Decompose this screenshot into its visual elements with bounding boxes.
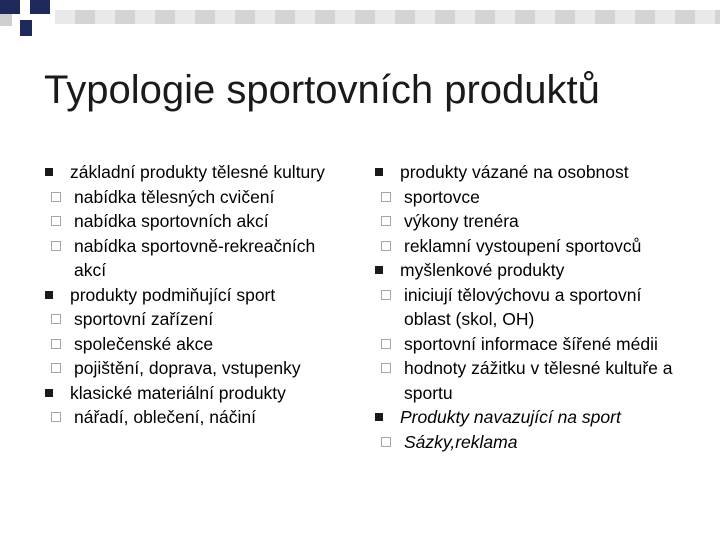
sub-bullet-text: reklamní vystoupení sportovců	[404, 235, 642, 256]
hollow-square-icon	[381, 437, 391, 447]
filled-square-icon	[375, 266, 383, 274]
sub-bullet-item	[372, 430, 692, 455]
sub-bullet-item	[42, 234, 352, 283]
hollow-square-icon	[381, 290, 391, 300]
hollow-square-icon	[381, 241, 391, 251]
sub-bullet-text: sportovní informace šířené médii	[404, 333, 658, 354]
header-decoration	[0, 0, 720, 40]
filled-square-icon	[45, 291, 53, 299]
hollow-square-icon	[51, 314, 61, 324]
filled-square-icon	[375, 168, 383, 176]
sub-bullet-text: nabídka sportovních akcí	[74, 211, 269, 231]
sub-bullet-text: výkony trenéra	[404, 211, 519, 231]
sub-bullet-item	[42, 209, 352, 234]
sub-bullet-text: nabídka tělesných cvičení	[74, 186, 275, 207]
sub-bullet-item	[42, 405, 352, 430]
sub-bullet-text: nabídka sportovně-rekreačních akcí	[74, 235, 316, 280]
filled-square-icon	[45, 389, 53, 397]
bullet-text: klasické materiální produkty	[70, 382, 286, 403]
bullet-text: myšlenkové produkty	[400, 260, 565, 280]
sub-bullet-text: hodnoty zážitku v tělesné kultuře a sportu	[404, 358, 673, 403]
right-column	[372, 160, 692, 454]
sub-bullet-item	[372, 283, 692, 332]
hollow-square-icon	[381, 192, 391, 202]
sub-bullet-item	[372, 185, 692, 210]
hollow-square-icon	[381, 216, 391, 226]
hollow-square-icon	[51, 363, 61, 373]
bullet-item	[42, 381, 352, 406]
sub-bullet-item	[42, 332, 352, 357]
sub-bullet-text: sportovce	[404, 186, 480, 207]
hollow-square-icon	[51, 412, 61, 422]
decor-square	[20, 0, 30, 14]
filled-square-icon	[45, 168, 53, 176]
sub-bullet-item	[42, 356, 352, 381]
sub-bullet-item	[42, 185, 352, 210]
sub-bullet-text: iniciují tělovýchovu a sportovní oblast (skol, OH)	[404, 284, 642, 329]
decor-square	[20, 20, 32, 36]
bullet-text: Produkty navazující na sport	[400, 407, 621, 427]
sub-bullet-text: nářadí, oblečení, náčiní	[74, 407, 256, 427]
hollow-square-icon	[51, 339, 61, 349]
hollow-square-icon	[381, 363, 391, 373]
bullet-text: produkty podmiňující sport	[70, 284, 276, 305]
hollow-square-icon	[51, 192, 61, 202]
bullet-text: základní produkty tělesné kultury	[70, 162, 325, 182]
bullet-item	[42, 160, 352, 185]
bullet-text: produkty vázané na osobnost	[400, 162, 629, 182]
sub-bullet-text: pojištění, doprava, vstupenky	[74, 358, 301, 378]
bullet-item	[372, 258, 692, 283]
sub-bullet-item	[372, 234, 692, 259]
sub-bullet-text: Sázky,reklama	[404, 431, 518, 452]
slide-title: Typologie sportovních produktů	[44, 68, 600, 112]
sub-bullet-item	[372, 332, 692, 357]
sub-bullet-text: sportovní zařízení	[74, 309, 214, 329]
bullet-item	[372, 405, 692, 430]
sub-bullet-item	[372, 209, 692, 234]
decor-square	[0, 0, 20, 14]
decor-square	[30, 0, 50, 14]
sub-bullet-text: společenské akce	[74, 333, 214, 354]
filled-square-icon	[375, 413, 383, 421]
sub-bullet-item	[42, 307, 352, 332]
bullet-item	[42, 283, 352, 308]
hollow-square-icon	[51, 216, 61, 226]
hollow-square-icon	[51, 241, 61, 251]
decor-stripe	[55, 10, 720, 24]
decor-square	[0, 14, 12, 26]
bullet-item	[372, 160, 692, 185]
hollow-square-icon	[381, 339, 391, 349]
sub-bullet-item	[372, 356, 692, 405]
left-column	[42, 160, 352, 430]
